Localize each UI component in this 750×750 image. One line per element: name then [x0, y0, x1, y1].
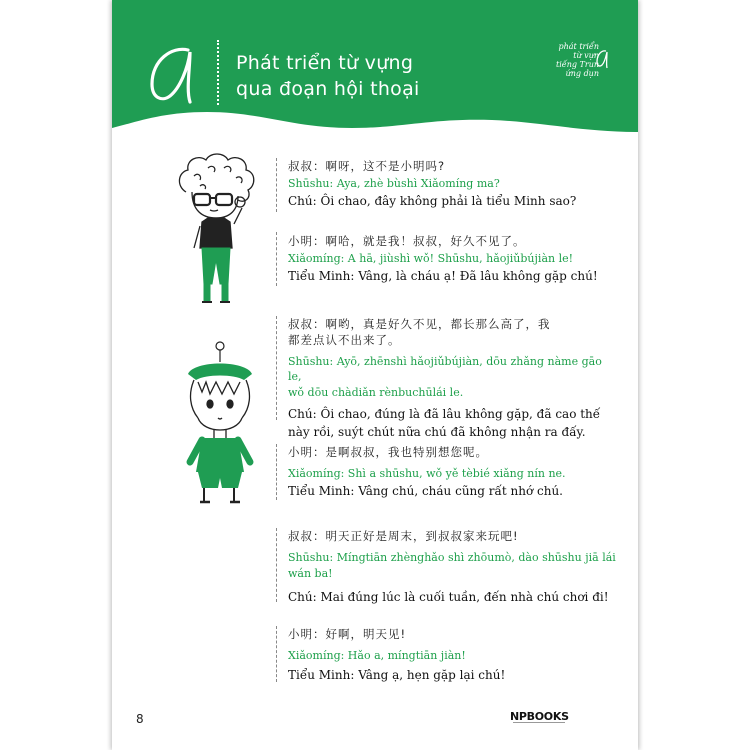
publisher-logo: NPBOOKS	[510, 710, 569, 723]
chinese-text: 小明：啊哈，就是我！叔叔，好久不见了。	[288, 234, 526, 248]
pinyin-text: Xiǎomíng: Shì a shūshu, wǒ yě tèbié xiǎng nín ne.	[288, 467, 566, 480]
dialogue-guide-4	[276, 444, 277, 500]
chinese-text: 小明：是啊叔叔，我也特别想您呢。	[288, 445, 488, 459]
book-page	[112, 0, 638, 750]
vietnamese-text-2: này rồi, suýt chút nữa chú đã không nhận ra đấy.	[288, 425, 586, 439]
corner-logo	[527, 42, 599, 78]
corner-logo-line-4: ứng dụn	[565, 69, 599, 78]
title-line-2: qua đoạn hội thoại	[236, 78, 420, 100]
chinese-text-2: 都差点认不出来了。	[288, 333, 401, 347]
chinese-text: 叔叔：明天正好是周末，到叔叔家来玩吧!	[288, 529, 519, 543]
dialogue-guide-6	[276, 626, 277, 682]
pinyin-text: Xiǎomíng: Hǎo a, míngtiān jiàn!	[288, 649, 466, 662]
dialogue-guide-3	[276, 316, 277, 420]
corner-logo-line-2: từ vựn	[573, 51, 599, 60]
dialogue-line-1	[288, 158, 618, 210]
vietnamese-text: Chú: Mai đúng lúc là cuối tuần, đến nhà chú chơi đi!	[288, 590, 609, 604]
publisher-logo-underline	[513, 722, 565, 723]
chinese-text: 小明：好啊，明天见!	[288, 627, 407, 641]
corner-logo-line-3: tiếng Trun	[556, 60, 599, 69]
pinyin-text-2: wǒ dōu chàdiǎn rènbuchūlái le.	[288, 386, 464, 399]
page-title	[236, 50, 420, 102]
dialogue-guide-1	[276, 158, 277, 212]
dialogue-line-3	[288, 316, 618, 441]
dialogue-line-2	[288, 233, 618, 285]
vietnamese-text: Tiểu Minh: Vâng, là cháu ạ! Đã lâu không gặp chú!	[288, 269, 598, 283]
page-number: 8	[136, 712, 144, 726]
section-letter-icon	[142, 38, 202, 110]
pinyin-text: Shūshu: Aya, zhè bùshì Xiǎomíng ma?	[288, 177, 500, 190]
dialogue-line-4	[288, 444, 618, 500]
chinese-text-1: 叔叔：啊哟，真是好久不见，都长那么高了，我	[288, 317, 551, 331]
pinyin-text-1: Shūshu: Míngtiān zhènghǎo shì zhōumò, dào shūshu jiā lái	[288, 551, 616, 564]
pinyin-text: Xiǎomíng: A hā, jiùshì wǒ! Shūshu, hǎojiǔbújiàn le!	[288, 252, 574, 265]
title-line-1: Phát triển từ vựng	[236, 52, 414, 74]
corner-letter-icon	[595, 48, 609, 72]
xiaoming-illustration	[174, 338, 264, 512]
pinyin-text-2: wán ba!	[288, 567, 333, 580]
dialogue-line-5	[288, 528, 618, 606]
vietnamese-text: Tiểu Minh: Vâng ạ, hẹn gặp lại chú!	[288, 668, 506, 682]
dialogue-guide-2	[276, 232, 277, 286]
uncle-illustration	[172, 152, 262, 316]
dialogue-line-6	[288, 626, 618, 684]
vietnamese-text-1: Chú: Ôi chao, đúng là đã lâu không gặp, đã cao thế	[288, 407, 601, 421]
corner-logo-line-1: phát triển	[558, 42, 599, 51]
pinyin-text-1: Shūshu: Ayō, zhēnshì hǎojiǔbújiàn, dōu zhǎng nàme gāo le,	[288, 355, 602, 383]
vietnamese-text: Chú: Ôi chao, đây không phải là tiểu Minh sao?	[288, 194, 577, 208]
header-divider	[217, 40, 219, 105]
chinese-text: 叔叔：啊呀，这不是小明吗?	[288, 159, 446, 173]
dialogue-guide-5	[276, 528, 277, 602]
vietnamese-text: Tiểu Minh: Vâng chú, cháu cũng rất nhớ chú.	[288, 484, 563, 498]
